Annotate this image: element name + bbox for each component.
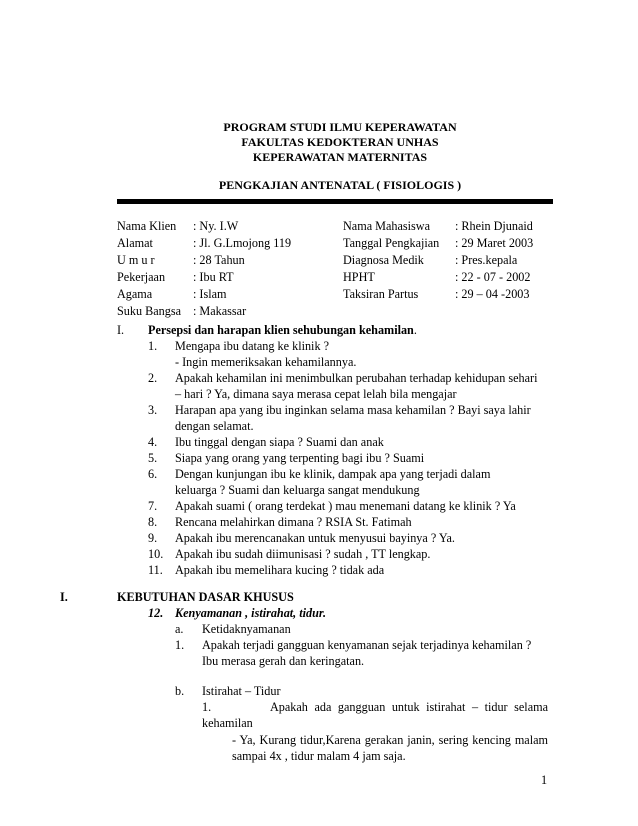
field-value: : Ny. I.W [193, 219, 239, 233]
field-value: : 28 Tahun [193, 253, 245, 267]
answer-text: - Ingin memeriksakan kehamilannya. [175, 355, 357, 369]
field-label: Nama Mahasiswa [343, 219, 430, 233]
answer-text: - Ya, Kurang tidur,Karena gerakan janin, sering kencing malam sampai 4x , tidur malam 4 jam saja. [232, 733, 548, 763]
field-label: Tanggal Pengkajian [343, 236, 440, 250]
document-title: PENGKAJIAN ANTENATAL ( FISIOLOGIS ) [218, 178, 462, 192]
item-title: Ketidaknyamanan [202, 622, 291, 636]
question-text: Apakah kehamilan ini menimbulkan perubahan terhadap kehidupan sehari [175, 371, 538, 385]
subsection-number: 12. [148, 606, 164, 620]
question-text: Harapan apa yang ibu inginkan selama masa kehamilan ? Bayi saya lahir [175, 403, 531, 417]
field-label: Pekerjaan [117, 270, 166, 284]
field-value: : Ibu RT [193, 270, 234, 284]
question-text: Mengapa ibu datang ke klinik ? [175, 339, 329, 353]
question-text-cont: – hari ? Ya, dimana saya merasa cepat lelah bila mengajar [175, 387, 457, 401]
field-value: : 29 – 04 -2003 [455, 287, 530, 301]
title-divider [117, 199, 553, 204]
question-number: 3. [148, 403, 158, 417]
question-number: 7. [148, 499, 158, 513]
section-title-period: . [413, 323, 417, 337]
question-number: 2. [148, 371, 158, 385]
field-value: : Islam [193, 287, 227, 301]
question-text-cont: dengan selamat. [175, 419, 254, 433]
field-label: Agama [117, 287, 153, 301]
question-number: 5. [148, 451, 158, 465]
question-number: 9. [148, 531, 158, 545]
question-number: 8. [148, 515, 158, 529]
field-value: : 29 Maret 2003 [455, 236, 534, 250]
question-text: Apakah suami ( orang terdekat ) mau menemani datang ke klinik ? Ya [175, 499, 516, 513]
question-text-cont: keluarga ? Suami dan keluarga sangat mendukung [175, 483, 420, 497]
field-value: : Rhein Djunaid [455, 219, 533, 233]
item-title: Istirahat – Tidur [202, 684, 281, 698]
field-label: Suku Bangsa [117, 304, 181, 318]
field-label: Alamat [117, 236, 153, 250]
page-number: 1 [541, 773, 548, 787]
question-number: 1. [202, 700, 212, 714]
section-title: Persepsi dan harapan klien sehubungan kehamilan [148, 323, 414, 337]
header-faculty: FAKULTAS KEDOKTERAN UNHAS [241, 135, 439, 149]
section-number: I. [117, 323, 125, 337]
section-title: KEBUTUHAN DASAR KHUSUS [117, 590, 294, 604]
field-label: HPHT [343, 270, 375, 284]
field-label: U m u r [117, 253, 155, 267]
section-heading [148, 323, 417, 338]
header-department: KEPERAWATAN MATERNITAS [252, 150, 428, 164]
question-number: 11. [148, 563, 163, 577]
question-number: 10. [148, 547, 164, 561]
question-text: Siapa yang orang yang terpenting bagi ibu ? Suami [175, 451, 425, 465]
field-value: : 22 - 07 - 2002 [455, 270, 531, 284]
question-text: Rencana melahirkan dimana ? RSIA St. Fatimah [175, 515, 412, 529]
field-value: : Pres.kepala [455, 253, 518, 267]
item-label: a. [175, 622, 184, 636]
field-value: : Makassar [193, 304, 247, 318]
question-text: Apakah ada gangguan untuk istirahat – tidur selama [270, 700, 548, 714]
question-text: Dengan kunjungan ibu ke klinik, dampak apa yang terjadi dalam [175, 467, 491, 481]
answer-text: Ibu merasa gerah dan keringatan. [202, 654, 365, 668]
question-text: Ibu tinggal dengan siapa ? Suami dan anak [175, 435, 384, 449]
question-text: Apakah ibu merencanakan untuk menyusui bayinya ? Ya. [175, 531, 455, 545]
subsection-title: Kenyamanan , istirahat, tidur. [175, 606, 327, 620]
field-label: Diagnosa Medik [343, 253, 424, 267]
field-value: : Jl. G.Lmojong 119 [193, 236, 292, 250]
question-text: Apakah terjadi gangguan kenyamanan sejak terjadinya kehamilan ? [202, 638, 532, 652]
section-number: I. [60, 590, 68, 604]
question-number: 1. [148, 339, 158, 353]
field-label: Nama Klien [117, 219, 177, 233]
header-program: PROGRAM STUDI ILMU KEPERAWATAN [223, 120, 457, 134]
question-number: 6. [148, 467, 158, 481]
question-number: 4. [148, 435, 158, 449]
question-text-cont: kehamilan [202, 716, 253, 730]
question-number: 1. [175, 638, 185, 652]
field-label: Taksiran Partus [343, 287, 419, 301]
question-text: Apakah ibu memelihara kucing ? tidak ada [175, 563, 385, 577]
item-label: b. [175, 684, 185, 698]
question-text: Apakah ibu sudah diimunisasi ? sudah , TT lengkap. [175, 547, 431, 561]
